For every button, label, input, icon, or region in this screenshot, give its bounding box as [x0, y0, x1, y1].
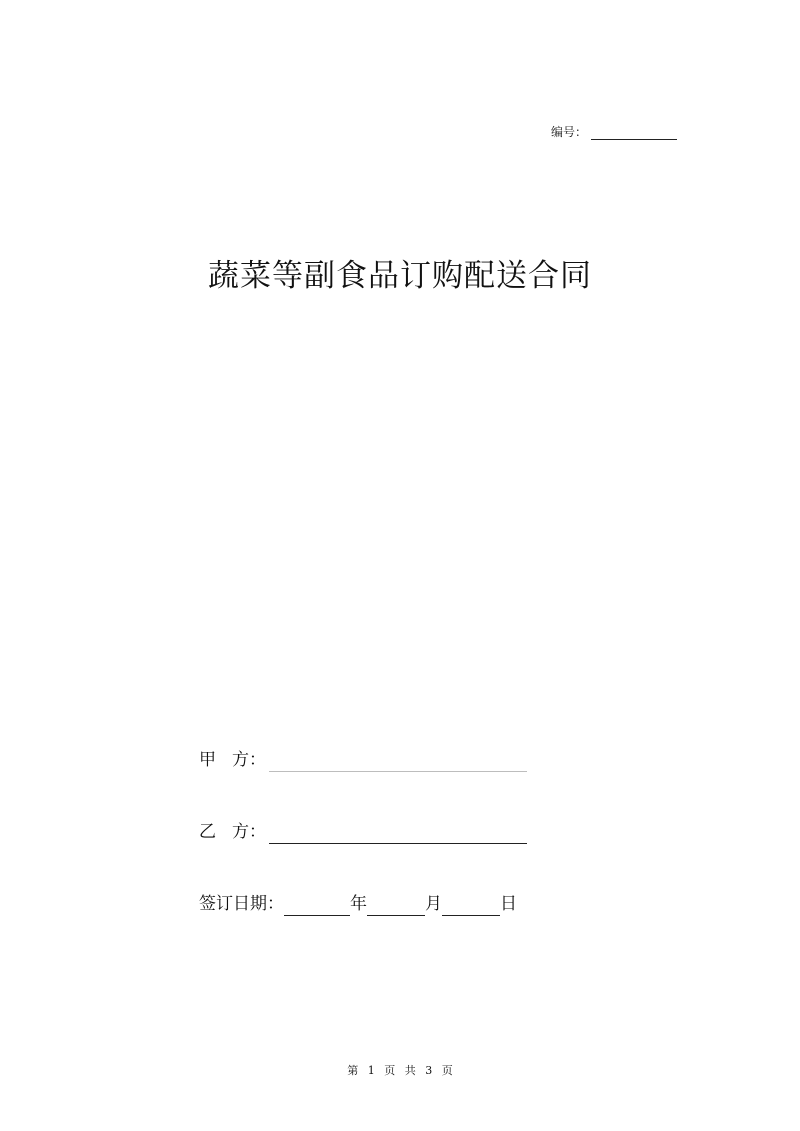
serial-number-label: 编号： [551, 125, 588, 139]
footer-prefix: 第 [347, 1064, 359, 1077]
serial-number-field [551, 124, 677, 140]
signing-day-blank[interactable] [442, 895, 500, 916]
page-footer [0, 1064, 800, 1078]
serial-number-blank[interactable] [591, 125, 677, 140]
signing-date-label: 签订日期： [199, 894, 284, 914]
party-b-blank[interactable] [269, 823, 527, 844]
signing-year-blank[interactable] [284, 895, 350, 916]
signing-year-label: 年 [350, 894, 367, 914]
signing-day-label: 日 [500, 894, 517, 914]
footer-current-page: 1 [367, 1064, 375, 1077]
party-b-label-suffix: 方： [232, 822, 266, 842]
signing-date-field [199, 892, 517, 916]
party-a-field [199, 748, 527, 772]
footer-total-pages: 3 [425, 1064, 433, 1077]
signing-month-label: 月 [425, 894, 442, 914]
party-b-label [199, 820, 269, 844]
footer-page-unit: 页 [384, 1064, 396, 1077]
party-a-blank[interactable] [269, 751, 527, 772]
party-a-label [199, 748, 269, 772]
party-a-label-suffix: 方： [232, 750, 266, 770]
footer-total-prefix: 共 [404, 1064, 416, 1077]
contract-title: 蔬菜等副食品订购配送合同 [208, 258, 592, 294]
footer-total-unit: 页 [441, 1064, 453, 1077]
party-b-label-char: 乙 [199, 822, 216, 842]
party-a-label-char: 甲 [199, 750, 216, 770]
party-b-field [199, 820, 527, 844]
signing-month-blank[interactable] [367, 895, 425, 916]
